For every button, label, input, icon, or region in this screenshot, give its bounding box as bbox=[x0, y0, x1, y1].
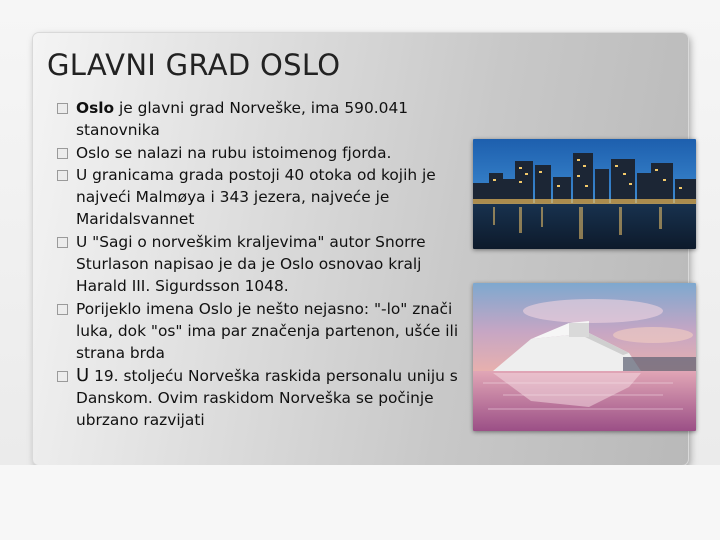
bullet-list bbox=[57, 97, 477, 431]
bullet-item bbox=[57, 365, 477, 432]
bullet-item bbox=[57, 231, 477, 298]
bullet-text: U "Sagi o norveškim kraljevima" autor Snorre Sturlason napisao je da je Oslo osnovao kralj Harald III. Sigurdsson 1048. bbox=[76, 232, 426, 296]
bullet-text: je glavni grad Norveške, ima 590.041 stanovnika bbox=[76, 99, 409, 140]
bullet-item bbox=[57, 142, 477, 164]
bullet-square-icon bbox=[57, 148, 68, 159]
bullet-lead-large: U bbox=[76, 364, 90, 386]
bullet-item bbox=[57, 97, 477, 142]
bullet-square-icon bbox=[57, 170, 68, 181]
bullet-square-icon bbox=[57, 237, 68, 248]
bullet-text: Oslo se nalazi na rubu istoimenog fjorda. bbox=[76, 143, 392, 162]
bullet-item bbox=[57, 164, 477, 231]
bullet-item bbox=[57, 298, 477, 365]
bullet-text: U granicama grada postoji 40 otoka od kojih je najveći Malmøya i 343 jezera, najveće je Maridalsvannet bbox=[76, 165, 436, 229]
slide-title: GLAVNI GRAD OSLO bbox=[47, 48, 341, 82]
oslo-opera-house-sunset-photo bbox=[473, 283, 696, 431]
bullet-square-icon bbox=[57, 371, 68, 382]
bullet-text: Porijeklo imena Oslo je nešto nejasno: "-lo" znači luka, dok "os" ima par značenja partenon, ušće ili strana brda bbox=[76, 299, 459, 363]
oslo-night-skyline-photo bbox=[473, 139, 696, 249]
bullet-lead-bold: Oslo bbox=[76, 99, 115, 117]
bullet-square-icon bbox=[57, 103, 68, 114]
bottom-margin bbox=[0, 465, 720, 540]
bullet-text: 19. stoljeću Norveška raskida personalu uniju s Danskom. Ovim raskidom Norveška se počinje ubrzano razvijati bbox=[76, 366, 458, 430]
bullet-square-icon bbox=[57, 304, 68, 315]
